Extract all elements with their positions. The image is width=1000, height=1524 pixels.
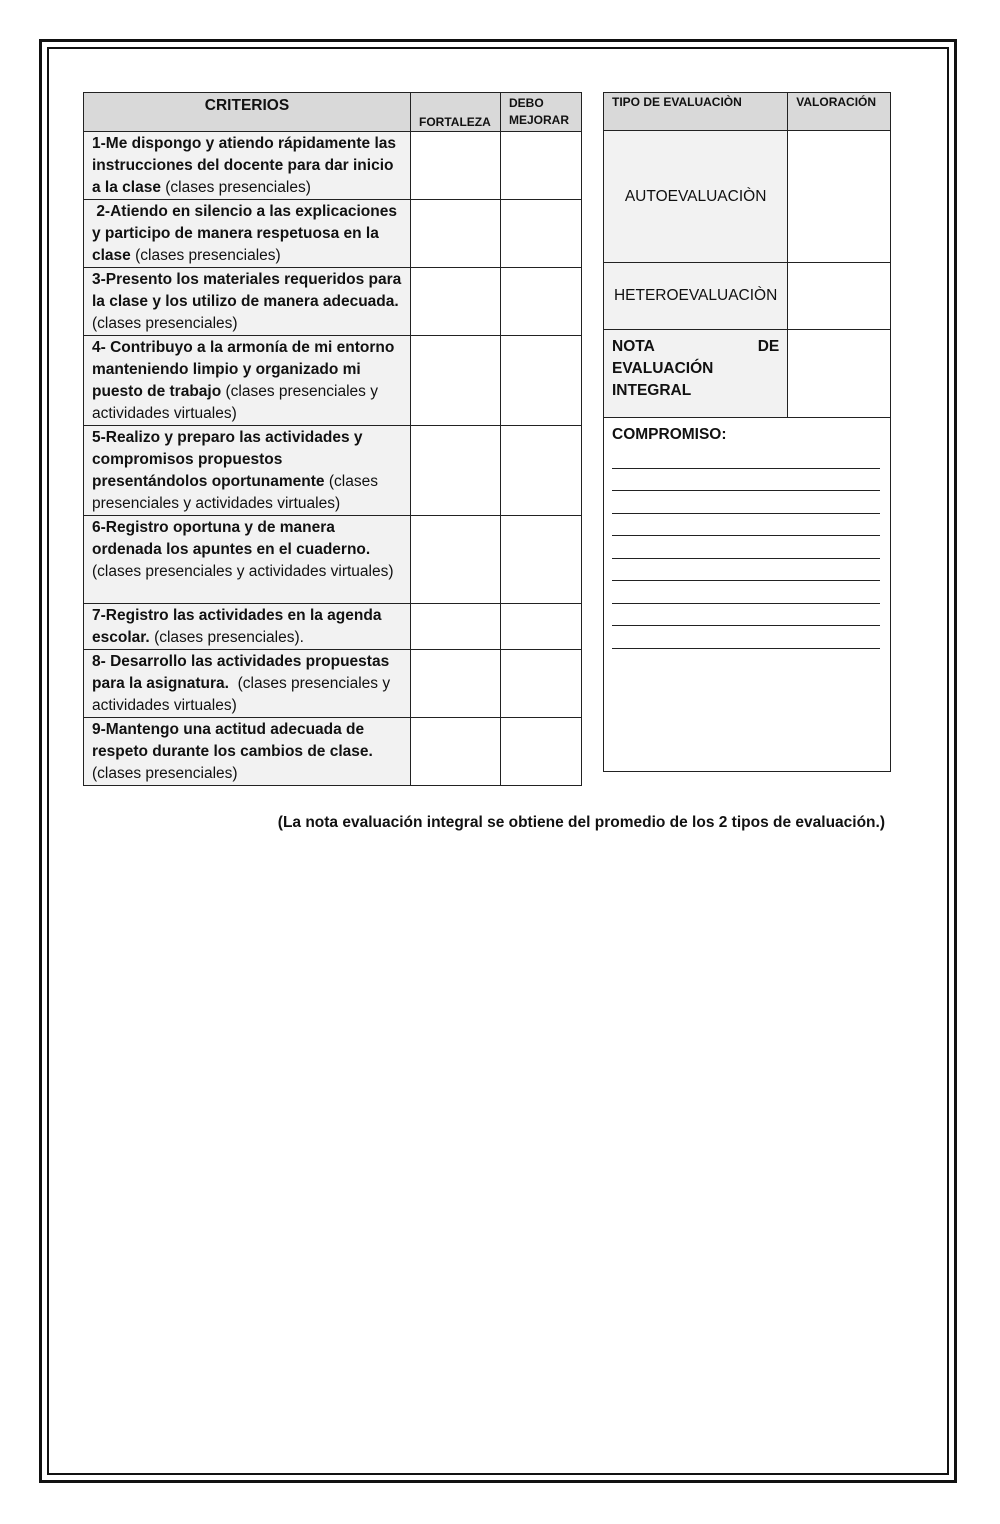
criterion-7: 7-Registro las actividades en la agenda escolar. (clases presenciales).	[84, 604, 411, 650]
fortaleza-cell[interactable]	[411, 200, 501, 268]
criterion-1: 1-Me dispongo y atiendo rápidamente las instrucciones del docente para dar inicio a la clase (clases presenciales)	[84, 132, 411, 200]
debo-mejorar-cell[interactable]	[501, 200, 582, 268]
table-row	[604, 330, 891, 418]
tipo-evaluacion-header: TIPO DE EVALUACIÒN	[604, 93, 788, 131]
fortaleza-header: FORTALEZA	[411, 93, 501, 132]
debo-mejorar-cell[interactable]	[501, 516, 582, 604]
table-row	[84, 268, 582, 336]
criterion-9: 9-Mantengo una actitud adecuada de respeto durante los cambios de clase. (clases presenciales)	[84, 718, 411, 786]
compromiso-row	[604, 418, 891, 772]
debo-mejorar-cell[interactable]	[501, 650, 582, 718]
compromiso-lines	[612, 446, 882, 649]
table-row	[84, 132, 582, 200]
compromiso-line[interactable]	[612, 581, 880, 604]
table-row	[84, 200, 582, 268]
criterion-2: 2-Atiendo en silencio a las explicaciones y participo de manera respetuosa en la clase (clases presenciales)	[84, 200, 411, 268]
debo-mejorar-cell[interactable]	[501, 336, 582, 426]
table-row	[84, 426, 582, 516]
autoevaluacion-label: AUTOEVALUACIÒN	[604, 131, 788, 263]
fortaleza-cell[interactable]	[411, 268, 501, 336]
table-row	[604, 263, 891, 330]
compromiso-line[interactable]	[612, 559, 880, 582]
heteroevaluacion-valoracion-cell[interactable]	[788, 263, 891, 330]
table-row	[84, 336, 582, 426]
table-row	[84, 718, 582, 786]
table-row	[84, 516, 582, 604]
compromiso-box[interactable]	[604, 418, 891, 772]
criteria-header-row	[84, 93, 582, 132]
criterion-8: 8- Desarrollo las actividades propuestas para la asignatura. (clases presenciales y actividades virtuales)	[84, 650, 411, 718]
debo-mejorar-cell[interactable]	[501, 718, 582, 786]
footnote: (La nota evaluación integral se obtiene del promedio de los 2 tipos de evaluación.)	[277, 814, 885, 831]
debo-mejorar-cell[interactable]	[501, 426, 582, 516]
evaluation-header-row	[604, 93, 891, 131]
fortaleza-cell[interactable]	[411, 336, 501, 426]
criterios-header: CRITERIOS	[84, 93, 411, 132]
compromiso-line[interactable]	[612, 514, 880, 537]
table-row	[84, 604, 582, 650]
fortaleza-cell[interactable]	[411, 516, 501, 604]
table-row	[604, 131, 891, 263]
nota-evaluacion-integral-label: NOTA DE EVALUACIÓN INTEGRAL	[604, 330, 788, 418]
heteroevaluacion-label: HETEROEVALUACIÒN	[604, 263, 788, 330]
criterion-6: 6-Registro oportuna y de manera ordenada los apuntes en el cuaderno. (clases presenciales y actividades virtuales)	[84, 516, 411, 604]
criterion-5: 5-Realizo y preparo las actividades y compromisos propuestos presentándolos oportunamente (clases presenciales y actividades virtuales)	[84, 426, 411, 516]
fortaleza-cell[interactable]	[411, 604, 501, 650]
debo-mejorar-header: DEBO MEJORAR	[501, 93, 582, 132]
criterion-4: 4- Contribuyo a la armonía de mi entorno manteniendo limpio y organizado mi puesto de trabajo (clases presenciales y actividades virtuales)	[84, 336, 411, 426]
compromiso-line[interactable]	[612, 604, 880, 627]
fortaleza-cell[interactable]	[411, 650, 501, 718]
autoevaluacion-valoracion-cell[interactable]	[788, 131, 891, 263]
valoracion-header: VALORACIÓN	[788, 93, 891, 131]
compromiso-line[interactable]	[612, 469, 880, 492]
debo-mejorar-cell[interactable]	[501, 268, 582, 336]
compromiso-line[interactable]	[612, 491, 880, 514]
nota-integral-valoracion-cell[interactable]	[788, 330, 891, 418]
compromiso-line[interactable]	[612, 626, 880, 649]
compromiso-label: COMPROMISO:	[612, 426, 727, 443]
evaluation-table	[603, 92, 891, 772]
debo-mejorar-cell[interactable]	[501, 604, 582, 650]
compromiso-line[interactable]	[612, 536, 880, 559]
fortaleza-cell[interactable]	[411, 426, 501, 516]
debo-mejorar-cell[interactable]	[501, 132, 582, 200]
table-row	[84, 650, 582, 718]
criteria-table	[83, 92, 582, 786]
compromiso-line[interactable]	[612, 446, 880, 469]
fortaleza-cell[interactable]	[411, 718, 501, 786]
criterion-3: 3-Presento los materiales requeridos para la clase y los utilizo de manera adecuada. (clases presenciales)	[84, 268, 411, 336]
fortaleza-cell[interactable]	[411, 132, 501, 200]
